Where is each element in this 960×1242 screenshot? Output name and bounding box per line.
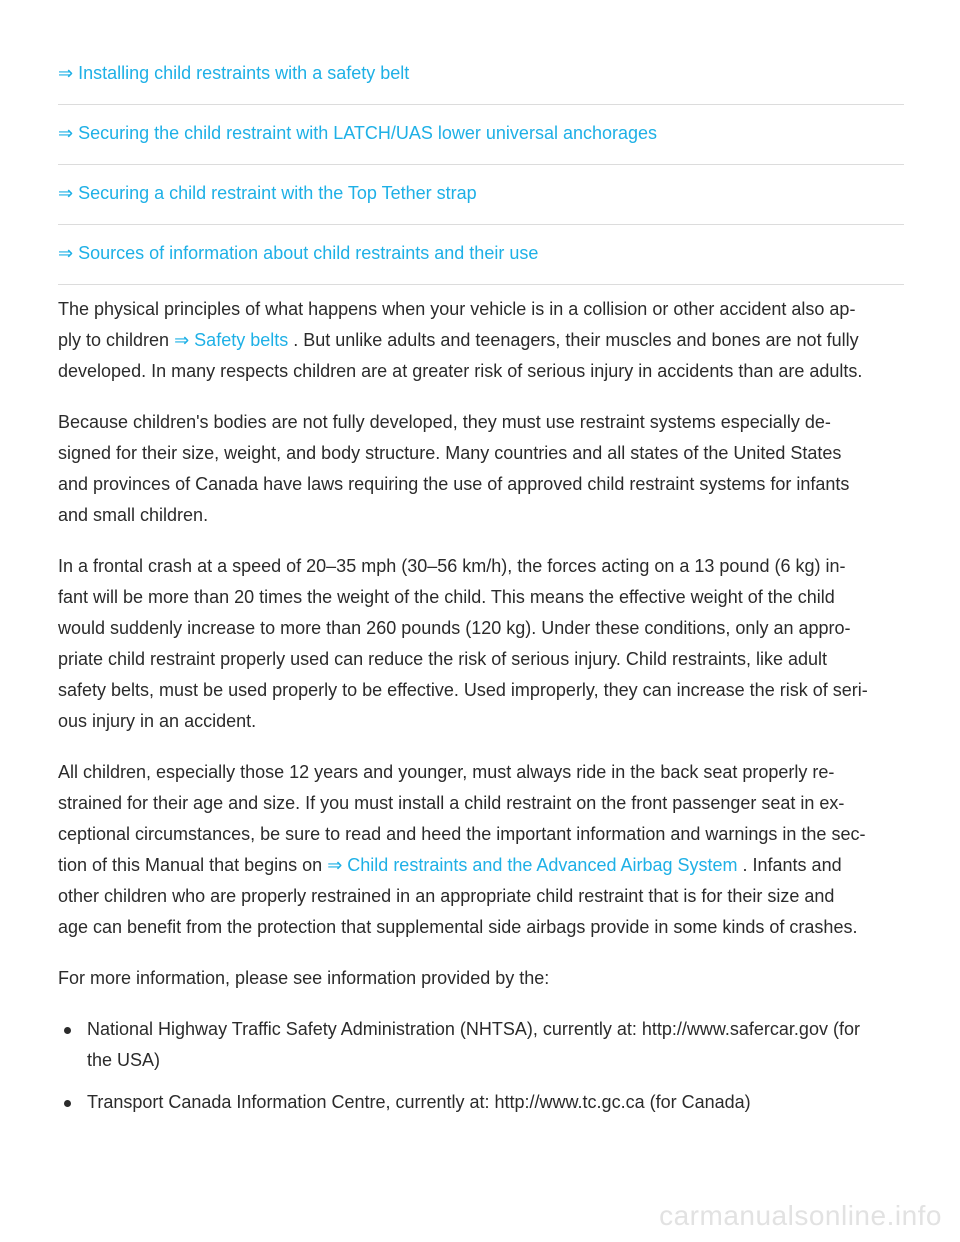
arrow-icon: ⇒ (58, 183, 74, 203)
nav-link-row (58, 165, 904, 225)
link-label: Securing a child restraint with the Top Tether strap (78, 183, 477, 203)
text-line: safety belts, must be used properly to be effective. Used improperly, they can increase the risk of seri- (58, 680, 868, 700)
text-line: ous injury in an accident. (58, 711, 257, 731)
link-label: Securing the child restraint with LATCH/UAS lower universal anchorages (78, 123, 658, 143)
text-line: In a frontal crash at a speed of 20–35 mph (30–56 km/h), the forces acting on a 13 pound (6 kg) in- (58, 556, 846, 576)
link-label: Installing child restraints with a safety belt (78, 63, 410, 83)
paragraph-physical-principles (58, 294, 904, 387)
text-line: and small children. (58, 505, 209, 525)
text-line: fant will be more than 20 times the weight of the child. This means the effective weight of the child (58, 587, 835, 607)
list-item (58, 1014, 904, 1076)
list-item (58, 1087, 904, 1118)
nav-link-row (58, 105, 904, 165)
bullet-list (58, 1014, 904, 1118)
text-line: and provinces of Canada have laws requiring the use of approved child restraint systems for infants (58, 474, 850, 494)
arrow-icon: ⇒ (58, 243, 74, 263)
link-label: Safety belts (194, 330, 289, 350)
text-line: Transport Canada Information Centre, currently at: http://www.tc.gc.ca (for Canada) (87, 1092, 751, 1112)
text-line: the USA) (87, 1050, 161, 1070)
text-line: ply to children (58, 330, 175, 350)
link-securing-latch-uas[interactable] (58, 121, 657, 145)
arrow-icon: ⇒ (58, 63, 74, 83)
link-installing-with-safety-belt[interactable] (58, 61, 409, 85)
paragraph-more-information (58, 963, 904, 994)
link-safety-belts[interactable] (174, 330, 288, 350)
text-line: age can benefit from the protection that supplemental side airbags provide in some kinds of crashes. (58, 917, 858, 937)
text-line: For more information, please see information provided by the: (58, 968, 550, 988)
bullet-icon (64, 1100, 71, 1107)
paragraph-back-seat (58, 757, 904, 943)
link-top-tether-strap[interactable] (58, 181, 477, 205)
paragraph-childrens-bodies (58, 407, 904, 531)
text-line: developed. In many respects children are at greater risk of serious injury in accidents than are adults. (58, 361, 863, 381)
text-line: Because children's bodies are not fully developed, they must use restraint systems especially de- (58, 412, 831, 432)
text-line: All children, especially those 12 years and younger, must always ride in the back seat properly re- (58, 762, 835, 782)
link-label: Child restraints and the Advanced Airbag System (347, 855, 738, 875)
bullet-icon (64, 1027, 71, 1034)
arrow-icon: ⇒ (58, 123, 74, 143)
nav-link-row (58, 0, 904, 105)
text-line: strained for their age and size. If you must install a child restraint on the front passenger seat in ex- (58, 793, 845, 813)
text-line: The physical principles of what happens when your vehicle is in a collision or other accident also ap- (58, 299, 856, 319)
link-label: Sources of information about child restraints and their use (78, 243, 539, 263)
text-line: tion of this Manual that begins on (58, 855, 328, 875)
text-line: . But unlike adults and teenagers, their muscles and bones are not fully (288, 330, 859, 350)
text-line: priate child restraint properly used can reduce the risk of serious injury. Child restraints, like adult (58, 649, 828, 669)
link-child-restraints-airbag-system[interactable] (327, 855, 737, 875)
text-line: . Infants and (737, 855, 842, 875)
document-page (58, 0, 904, 1129)
paragraph-frontal-crash (58, 551, 904, 737)
link-sources-of-information[interactable] (58, 241, 538, 265)
arrow-icon: ⇒ (174, 330, 190, 350)
text-line: National Highway Traffic Safety Administration (NHTSA), currently at: http://www.safercar.gov (for (87, 1019, 860, 1039)
nav-link-row (58, 225, 904, 285)
arrow-icon: ⇒ (327, 855, 343, 875)
text-line: ceptional circumstances, be sure to read and heed the important information and warnings in the sec- (58, 824, 866, 844)
text-line: signed for their size, weight, and body structure. Many countries and all states of the United States (58, 443, 842, 463)
text-line: would suddenly increase to more than 260 pounds (120 kg). Under these conditions, only an appro- (58, 618, 851, 638)
text-line: other children who are properly restrained in an appropriate child restraint that is for their size and (58, 886, 835, 906)
watermark-text: carmanualsonline.info (659, 1200, 942, 1231)
